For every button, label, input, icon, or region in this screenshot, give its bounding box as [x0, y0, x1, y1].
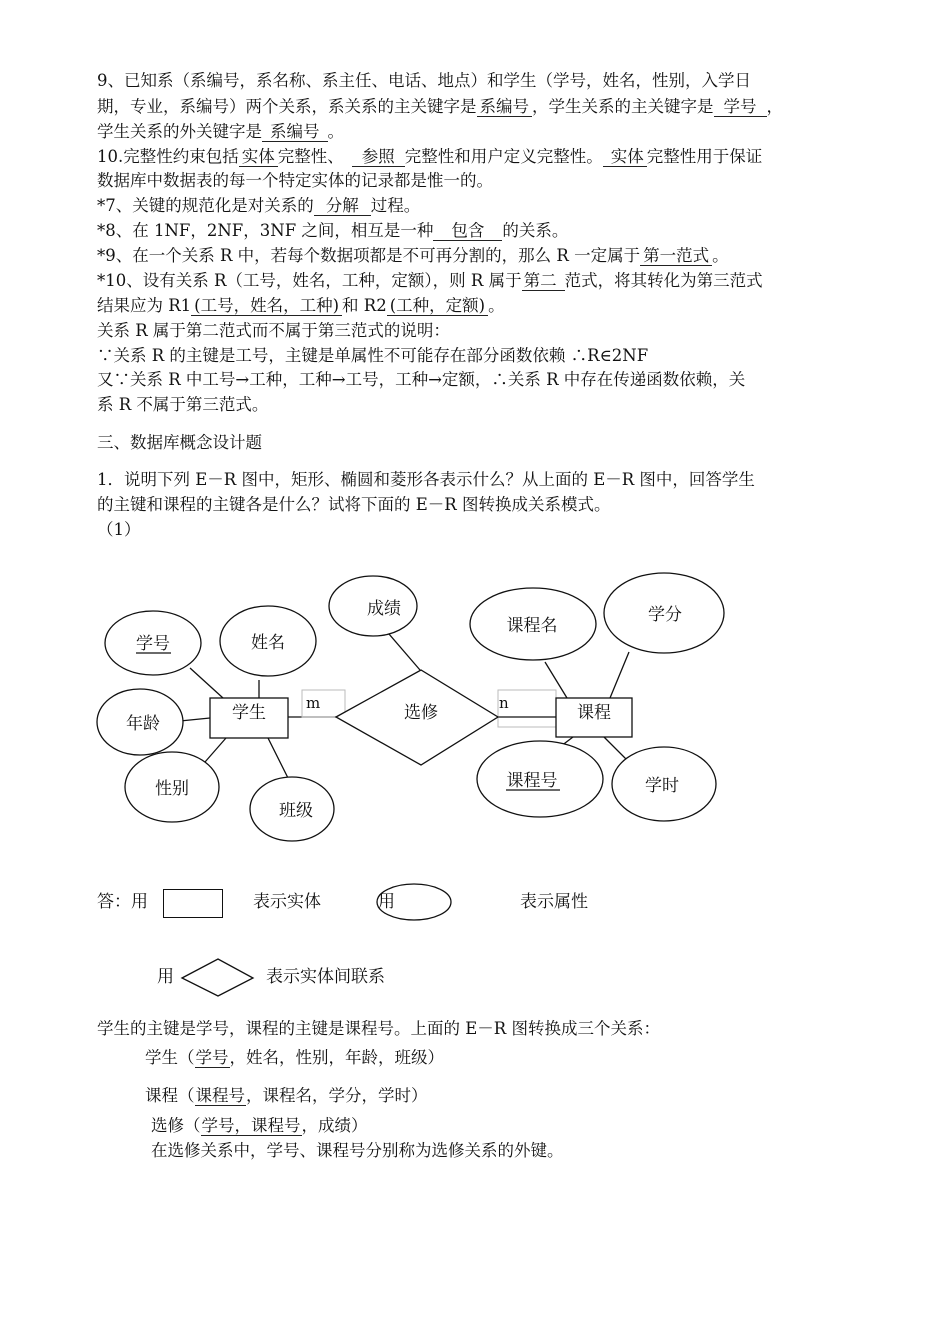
relation-student: 学生（学号，姓名，性别，年龄，班级） — [145, 1048, 444, 1067]
q9-line-2: 期，专业，系编号）两个关系，系关系的主关键字是 系编号 ，学生关系的主关键字是 学号 ， — [97, 97, 783, 116]
edge-student-gender — [205, 738, 226, 762]
s10-line-1: *10、设有关系 R（工号，姓名，工种，定额），则 R 属于 第二 范式，将其转化为第三范式 — [97, 271, 763, 290]
blank-dept-key: 系编号 — [477, 97, 533, 117]
explain-line-3: 又∵关系 R 中工号→工种，工种→工号，工种→定额，∴关系 R 中存在传递函数依赖，关 — [97, 370, 746, 389]
legend-rel-prefix: 用 — [157, 967, 174, 987]
legend-attr-prefix: 用 — [378, 892, 395, 912]
attr-grade-label: 成绩 — [367, 599, 401, 619]
relation-elective: 选修（学号，课程号，成绩） — [151, 1116, 368, 1135]
explain-line-2: ∵关系 R 的主键是工号，主键是单属性不可能存在部分函数依赖 ∴R∈2NF — [97, 346, 649, 365]
q1-line-3: （1） — [97, 520, 141, 539]
edge-course-credit — [610, 652, 629, 698]
attr-hours-label: 学时 — [645, 776, 679, 796]
attr-credit-label: 学分 — [648, 605, 682, 625]
attr-sno-label: 学号 — [136, 634, 170, 654]
legend-attr-text: 表示属性 — [520, 892, 588, 912]
blank-decompose: 分解 — [314, 196, 371, 216]
relation-course: 课程（课程号，课程名，学分，学时） — [145, 1086, 428, 1105]
pk-course: 课程号 — [195, 1086, 245, 1105]
s9-line: *9、在一个关系 R 中，若每个数据项都是不可再分割的，那么 R 一定属于 第一范式 。 — [97, 246, 729, 265]
entity-student-label: 学生 — [232, 703, 266, 723]
legend-entity-text: 表示实体 — [253, 892, 321, 912]
attr-cname-label: 课程名 — [506, 616, 558, 636]
blank-contain: 包含 — [433, 221, 502, 241]
legend-diamond-symbol — [182, 959, 253, 996]
explain-line-4: 系 R 不属于第三范式。 — [97, 395, 269, 414]
explain-line-1: 关系 R 属于第二范式而不属于第三范式的说明： — [97, 321, 450, 340]
blank-entity: 实体 — [239, 147, 278, 167]
attr-age-label: 年龄 — [126, 714, 160, 734]
foreign-key-note: 在选修关系中，学号、课程号分别称为选修关系的外键。 — [151, 1141, 564, 1160]
edge-student-sno — [190, 668, 223, 698]
q1-line-1: 1．说明下列 E－R 图中，矩形、椭圆和菱形各表示什么？从上面的 E－R 图中，回答学生 — [97, 470, 755, 489]
blank-2nf: 第二 — [522, 271, 565, 291]
q9-line-3: 学生关系的外关键字是 系编号 。 — [97, 122, 344, 141]
card-n-label: n — [499, 694, 509, 712]
attr-cno-label: 课程号 — [506, 771, 558, 791]
blank-student-key: 学号 — [714, 97, 767, 117]
attr-gender-label: 性别 — [155, 779, 189, 799]
card-m-label: m — [306, 694, 321, 712]
edge-student-age — [180, 718, 210, 721]
attr-class-label: 班级 — [279, 801, 313, 821]
section-heading: 三、数据库概念设计题 — [97, 433, 262, 452]
q9-line-1: 9、已知系（系编号，系名称、系主任、电话、地点）和学生（学号，姓名，性别，入学日 — [97, 71, 751, 90]
q10-line-2: 数据库中数据表的每一个特定实体的记录都是惟一的。 — [97, 171, 493, 190]
legend-rel-text: 表示实体间联系 — [266, 967, 385, 987]
pk-student: 学号 — [195, 1048, 229, 1067]
edge-rel-grade — [389, 634, 420, 670]
legend-rect-symbol — [163, 889, 223, 918]
entity-course-label: 课程 — [577, 703, 611, 723]
s7-line: *7、关键的规范化是对关系的 分解 过程。 — [97, 196, 421, 215]
answer-keys: 学生的主键是学号，课程的主键是课程号。上面的 E－R 图转换成三个关系： — [97, 1019, 660, 1038]
s10-line-2: 结果应为 R1 (工号，姓名，工种) 和 R2 (工种，定额) 。 — [97, 296, 505, 315]
attr-name-label: 姓名 — [251, 633, 285, 653]
edge-student-class — [268, 738, 288, 778]
relationship-label: 选修 — [404, 703, 438, 723]
blank-1nf: 第一范式 — [640, 246, 712, 266]
q1-line-2: 的主键和课程的主键各是什么？试将下面的 E－R 图转换成关系模式。 — [97, 495, 611, 514]
blank-r1: (工号，姓名，工种) — [191, 296, 342, 316]
blank-reference: 参照 — [352, 147, 405, 167]
s8-line: *8、在 1NF，2NF，3NF 之间，相互是一种 包含 的关系。 — [97, 221, 569, 240]
blank-foreign-key: 系编号 — [262, 122, 328, 142]
blank-r2: (工种，定额) — [387, 296, 488, 316]
q10-line-1: 10.完整性约束包括 实体 完整性、 参照 完整性和用户定义完整性。 实体 完整性用于保证 — [97, 147, 763, 166]
answer-prefix: 答：用 — [97, 892, 148, 912]
pk-elective: 学号，课程号 — [201, 1116, 301, 1135]
blank-entity-2: 实体 — [603, 147, 647, 167]
